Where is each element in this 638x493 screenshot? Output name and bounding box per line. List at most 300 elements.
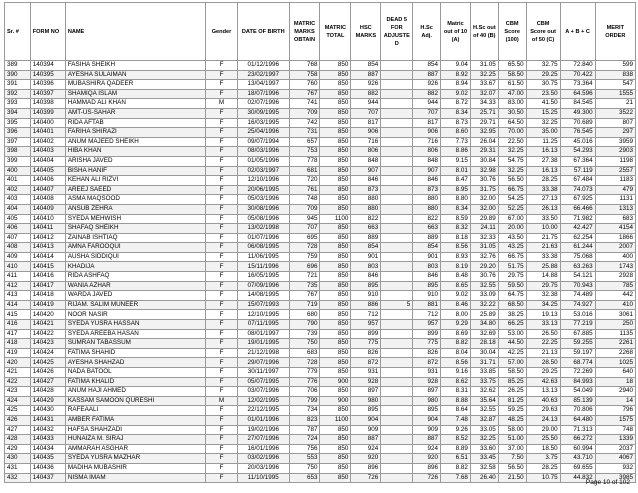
table-cell: 8.60 [441,128,471,138]
table-cell: 14.88 [526,272,560,282]
table-cell: 54.25 [498,195,526,205]
table-cell: 66.25 [498,320,526,330]
table-cell: 3061 [595,310,635,320]
table-cell: 74.927 [560,300,595,310]
table-row [5,435,636,445]
table-cell: 872 [351,358,381,368]
column-header: MATRIC TOTAL [320,3,351,61]
table-cell: 728 [289,243,320,253]
table-cell: 716 [351,137,381,147]
table-cell: 03/07/1996 [237,387,289,397]
table-cell: 51.75 [498,262,526,272]
table-cell: 910 [351,291,381,301]
table-cell: 906 [413,128,441,138]
table-cell: 803 [351,262,381,272]
table-cell: 31.05 [470,61,498,71]
table-cell: 850 [320,147,351,157]
table-cell: 01/05/1996 [237,156,289,166]
table-cell: 880 [413,195,441,205]
table-cell [381,128,413,138]
table-cell: 32.25 [470,70,498,80]
table-cell: 932 [595,463,635,473]
table-cell: 653 [289,473,320,483]
table-cell: 904 [413,415,441,425]
table-cell: 850 [320,435,351,445]
table-cell: 403 [5,195,31,205]
table-cell: 05/03/1996 [237,195,289,205]
table-cell: 2557 [595,166,635,176]
table-cell: F [206,252,238,262]
table-cell: 27.13 [526,195,560,205]
table-cell: 19.13 [526,310,560,320]
table-cell: MADIHA MUBASHIR [65,463,205,473]
table-cell: 24.11 [470,224,498,234]
table-cell: 56.50 [498,176,526,186]
table-cell: 29.25 [526,70,560,80]
table-cell [381,348,413,358]
table-cell: 8.59 [441,214,471,224]
table-cell: 807 [595,118,635,128]
table-cell: 739 [289,329,320,339]
table-cell: 140401 [30,128,65,138]
table-cell: 4154 [595,224,635,234]
table-cell: 14/08/1995 [237,291,289,301]
table-cell [381,339,413,349]
table-cell: 850 [320,156,351,166]
table-cell: 5 [381,300,413,310]
table-cell: 408 [5,243,31,253]
table-cell: 873 [413,185,441,195]
table-cell: 16/05/1995 [237,272,289,282]
table-cell: 907 [351,166,381,176]
column-header: Sr. # [5,3,31,61]
table-cell: 850 [320,80,351,90]
table-cell [381,281,413,291]
table-cell: 64.596 [560,89,595,99]
table-cell: 14 [595,396,635,406]
table-cell: 20.00 [498,224,526,234]
table-cell: 7.50 [498,454,526,464]
table-cell: 140400 [30,118,65,128]
table-cell: F [206,454,238,464]
table-cell: 1100 [320,415,351,425]
table-cell: 1339 [595,435,635,445]
table-cell: 735 [289,281,320,291]
table-cell: 140412 [30,233,65,243]
table-cell: 140407 [30,185,65,195]
table-cell: 70.689 [560,118,595,128]
table-cell: 15/07/1993 [237,300,289,310]
table-cell: 140435 [30,454,65,464]
table-cell: 33.75 [470,377,498,387]
table-row [5,425,636,435]
table-cell: WANIA AZHAR [65,281,205,291]
table-cell: 140432 [30,425,65,435]
table-cell: 76.545 [560,128,595,138]
table-cell [381,243,413,253]
table-cell [381,329,413,339]
table-cell: 400 [5,166,31,176]
table-cell: RIDA ASHFAQ [65,272,205,282]
table-cell: 756 [289,444,320,454]
table-cell: 33.45 [470,454,498,464]
table-cell: 30.76 [470,176,498,186]
table-cell: 442 [595,291,635,301]
table-cell: 806 [413,147,441,157]
table-cell: 26.13 [526,204,560,214]
table-cell: 720 [289,176,320,186]
table-cell: F [206,348,238,358]
table-cell: 26.25 [498,387,526,397]
table-cell: 719 [289,300,320,310]
table-cell: 872 [413,358,441,368]
table-cell: F [206,108,238,118]
table-cell: 779 [289,368,320,378]
table-cell: 67.364 [560,156,595,166]
table-cell: FATIMA SHAHID [65,348,205,358]
table-cell: 32.25 [470,435,498,445]
table-cell: 431 [5,463,31,473]
table-cell: 28.25 [526,463,560,473]
table-cell: 768 [289,61,320,71]
table-cell: 850 [320,118,351,128]
table-row [5,396,636,406]
table-cell: 70.422 [560,70,595,80]
table-cell: 53.00 [498,329,526,339]
table-cell: RAFEAALI [65,406,205,416]
table-cell: 01/01/1996 [237,415,289,425]
table-cell: 53.016 [560,310,595,320]
table-cell: 74.489 [560,291,595,301]
table-cell: 01/12/1996 [237,61,289,71]
table-cell: 140431 [30,415,65,425]
table-cell: 407 [5,233,31,243]
table-cell: 16.13 [526,147,560,157]
table-cell: 8.04 [441,348,471,358]
table-cell: 32.95 [470,128,498,138]
table-cell: 38.25 [498,310,526,320]
table-cell: 850 [320,348,351,358]
table-row [5,185,636,195]
table-cell: 140409 [30,204,65,214]
table-cell: 393 [5,99,31,109]
table-cell: ARISHA JAVED [65,156,205,166]
table-cell: 25.50 [526,435,560,445]
table-cell: 08/01/1997 [237,329,289,339]
table-cell: 32.87 [470,415,498,425]
table-cell [381,406,413,416]
table-cell: 887 [413,70,441,80]
table-cell [381,195,413,205]
table-cell: 850 [320,89,351,99]
table-cell: 411 [5,272,31,282]
table-cell: 906 [351,128,381,138]
table-cell [381,61,413,71]
table-cell: 1866 [595,233,635,243]
table-cell: 59.255 [560,339,595,349]
table-cell: 889 [413,233,441,243]
table-cell: 20/03/1996 [237,463,289,473]
table-cell: 709 [289,204,320,214]
table-cell: 73.364 [560,80,595,90]
table-cell: 742 [289,118,320,128]
table-cell: F [206,80,238,90]
table-cell: 4067 [595,454,635,464]
table-cell: 28.18 [470,339,498,349]
table-row [5,444,636,454]
table-cell: 64.50 [498,118,526,128]
table-cell: 850 [320,454,351,464]
table-cell: 11.25 [526,137,560,147]
table-cell: 413 [5,291,31,301]
table-cell: 599 [595,61,635,71]
table-cell [381,108,413,118]
table-cell: 390 [5,70,31,80]
table-cell: 12/10/1996 [237,176,289,186]
table-cell: 13.13 [526,387,560,397]
table-cell: 32.07 [470,89,498,99]
table-cell: 81.25 [498,396,526,406]
table-cell: 758 [289,70,320,80]
table-cell: 140434 [30,444,65,454]
table-cell: 70.806 [560,406,595,416]
table-cell: 850 [320,185,351,195]
table-cell: 56.50 [498,463,526,473]
table-cell: 850 [320,339,351,349]
table-cell: 8.92 [441,70,471,80]
table-cell: 32.25 [498,166,526,176]
table-cell: 8.19 [441,262,471,272]
table-cell: 681 [289,166,320,176]
table-cell: 850 [320,61,351,71]
table-row [5,252,636,262]
table-cell: 30.76 [470,272,498,282]
table-cell: 887 [351,70,381,80]
table-cell: NADA BATOOL [65,368,205,378]
table-cell: 741 [289,99,320,109]
table-cell: 900 [320,377,351,387]
table-cell: 716 [413,137,441,147]
table-cell: 140395 [30,70,65,80]
table-cell: 63.263 [560,262,595,272]
table-cell: F [206,473,238,483]
table-cell: 42.25 [498,348,526,358]
table-cell: 140427 [30,377,65,387]
table-cell: AMT-US-SAHAR [65,108,205,118]
table-cell: 140396 [30,80,65,90]
table-cell [381,425,413,435]
table-cell: F [206,89,238,99]
table-cell: KHADIJA [65,262,205,272]
table-cell: 838 [595,70,635,80]
table-cell: 30.04 [470,348,498,358]
table-cell: 880 [351,195,381,205]
table-cell: 8.82 [441,463,471,473]
table-cell: 640 [595,368,635,378]
table-cell: 707 [413,108,441,118]
table-cell: 42.63 [526,377,560,387]
table-row [5,329,636,339]
table-cell: 734 [289,406,320,416]
table-cell: 8.72 [441,99,471,109]
table-cell: 395 [5,118,31,128]
table-cell: 8.88 [441,396,471,406]
table-cell: 84.545 [560,99,595,109]
table-cell: 706 [289,387,320,397]
table-cell: 423 [5,387,31,397]
table-cell: 2037 [595,444,635,454]
table-cell: 776 [289,377,320,387]
table-cell: 850 [320,473,351,483]
table-cell: 33.67 [470,80,498,90]
table-cell: 67.885 [560,329,595,339]
table-cell: 850 [320,329,351,339]
table-cell: 850 [320,195,351,205]
table-cell: ANSUB ZEHRA [65,204,205,214]
table-cell: 69.655 [560,463,595,473]
table-cell [381,166,413,176]
table-cell: 66.272 [560,435,595,445]
table-cell [381,80,413,90]
table-cell: 75.068 [560,252,595,262]
table-cell: 8.56 [441,358,471,368]
table-cell: 896 [351,463,381,473]
table-cell: 8.89 [441,444,471,454]
table-cell: 418 [5,339,31,349]
table-cell: 957 [413,320,441,330]
table-cell: 391 [5,80,31,90]
table-cell: 02/07/1996 [237,99,289,109]
column-header: A + B + C [560,3,595,61]
table-cell: 8.69 [441,329,471,339]
table-cell: 712 [413,310,441,320]
table-cell: 29.89 [470,214,498,224]
table-cell: 924 [413,444,441,454]
table-row [5,233,636,243]
table-cell: 887 [413,435,441,445]
table-cell: 417 [5,329,31,339]
table-cell: 846 [351,272,381,282]
table-cell: 59.50 [498,281,526,291]
table-cell [381,118,413,128]
table-cell: 850 [320,166,351,176]
table-cell: 140394 [30,61,65,71]
table-cell: 817 [351,118,381,128]
table-cell: 33.38 [526,252,560,262]
table-cell: AMNA FAROOQUI [65,243,205,253]
table-cell: 25.89 [470,310,498,320]
table-cell: 33.05 [470,425,498,435]
table-cell: ANUM HAJI AHMED [65,387,205,397]
table-cell: AMBER FATIMA [65,415,205,425]
table-cell: 12/02/1995 [237,396,289,406]
table-cell: 67.925 [560,195,595,205]
table-cell: 29.31 [470,147,498,157]
table-cell: 419 [5,348,31,358]
table-cell: NISMA IMAM [65,473,205,483]
table-cell [381,70,413,80]
table-cell: 850 [320,320,351,330]
table-row [5,454,636,464]
table-row [5,300,636,310]
table-cell: 25.71 [470,108,498,118]
table-cell: 29/07/1996 [237,358,289,368]
table-cell: 400 [595,252,635,262]
table-cell: 140428 [30,387,65,397]
table-cell: 33.13 [526,320,560,330]
table-cell: 30.84 [470,156,498,166]
table-cell: F [206,147,238,157]
table-cell: 421 [5,368,31,378]
table-cell: 74.073 [560,185,595,195]
table-row [5,310,636,320]
table-cell [381,89,413,99]
table-cell [381,99,413,109]
table-cell: F [206,377,238,387]
table-cell: FASIHA SHEIKH [65,61,205,71]
table-cell: 6.51 [441,454,471,464]
table-cell [381,272,413,282]
table-cell: 848 [413,156,441,166]
table-cell: AMMARAH ASGHAR [65,444,205,454]
table-cell: 8.46 [441,300,471,310]
table-cell: 140415 [30,262,65,272]
table-cell: F [206,70,238,80]
header-row [5,3,636,61]
table-cell: 850 [320,204,351,214]
table-cell: 29.25 [526,368,560,378]
table-cell: 429 [5,444,31,454]
table-row [5,368,636,378]
table-cell: 926 [351,80,381,90]
table-cell: 799 [289,396,320,406]
table-cell: 30.75 [526,80,560,90]
table-cell: 8.64 [441,406,471,416]
table-cell: 8.80 [441,195,471,205]
table-cell [381,310,413,320]
table-cell: AYESHA SULAIMAN [65,70,205,80]
table-cell: 680 [289,310,320,320]
table-cell: 9.15 [441,156,471,166]
table-cell: SHAFAQ SHEIKH [65,224,205,234]
table-cell: F [206,118,238,128]
table-cell: 396 [5,128,31,138]
table-cell: 803 [413,262,441,272]
table-cell: 663 [413,224,441,234]
table-cell: 66.466 [560,204,595,214]
table-cell: 140437 [30,473,65,483]
table-cell: 822 [351,214,381,224]
table-row [5,108,636,118]
table-cell: F [206,214,238,224]
table-cell: 58.50 [498,70,526,80]
table-cell: 9.26 [441,425,471,435]
table-cell: F [206,185,238,195]
column-header: MATRIC MARKS OBTAIN [289,3,320,61]
table-cell [381,396,413,406]
table-cell: 33.50 [526,214,560,224]
table-cell: 41.50 [526,99,560,109]
table-row [5,70,636,80]
table-cell: 250 [595,320,635,330]
column-header: Matric out of 10 (A) [441,3,471,61]
table-cell: 25.88 [526,262,560,272]
table-cell: 32.38 [526,291,560,301]
table-cell: 140408 [30,195,65,205]
table-cell: 854 [413,243,441,253]
table-cell: 553 [289,454,320,464]
table-cell [381,463,413,473]
